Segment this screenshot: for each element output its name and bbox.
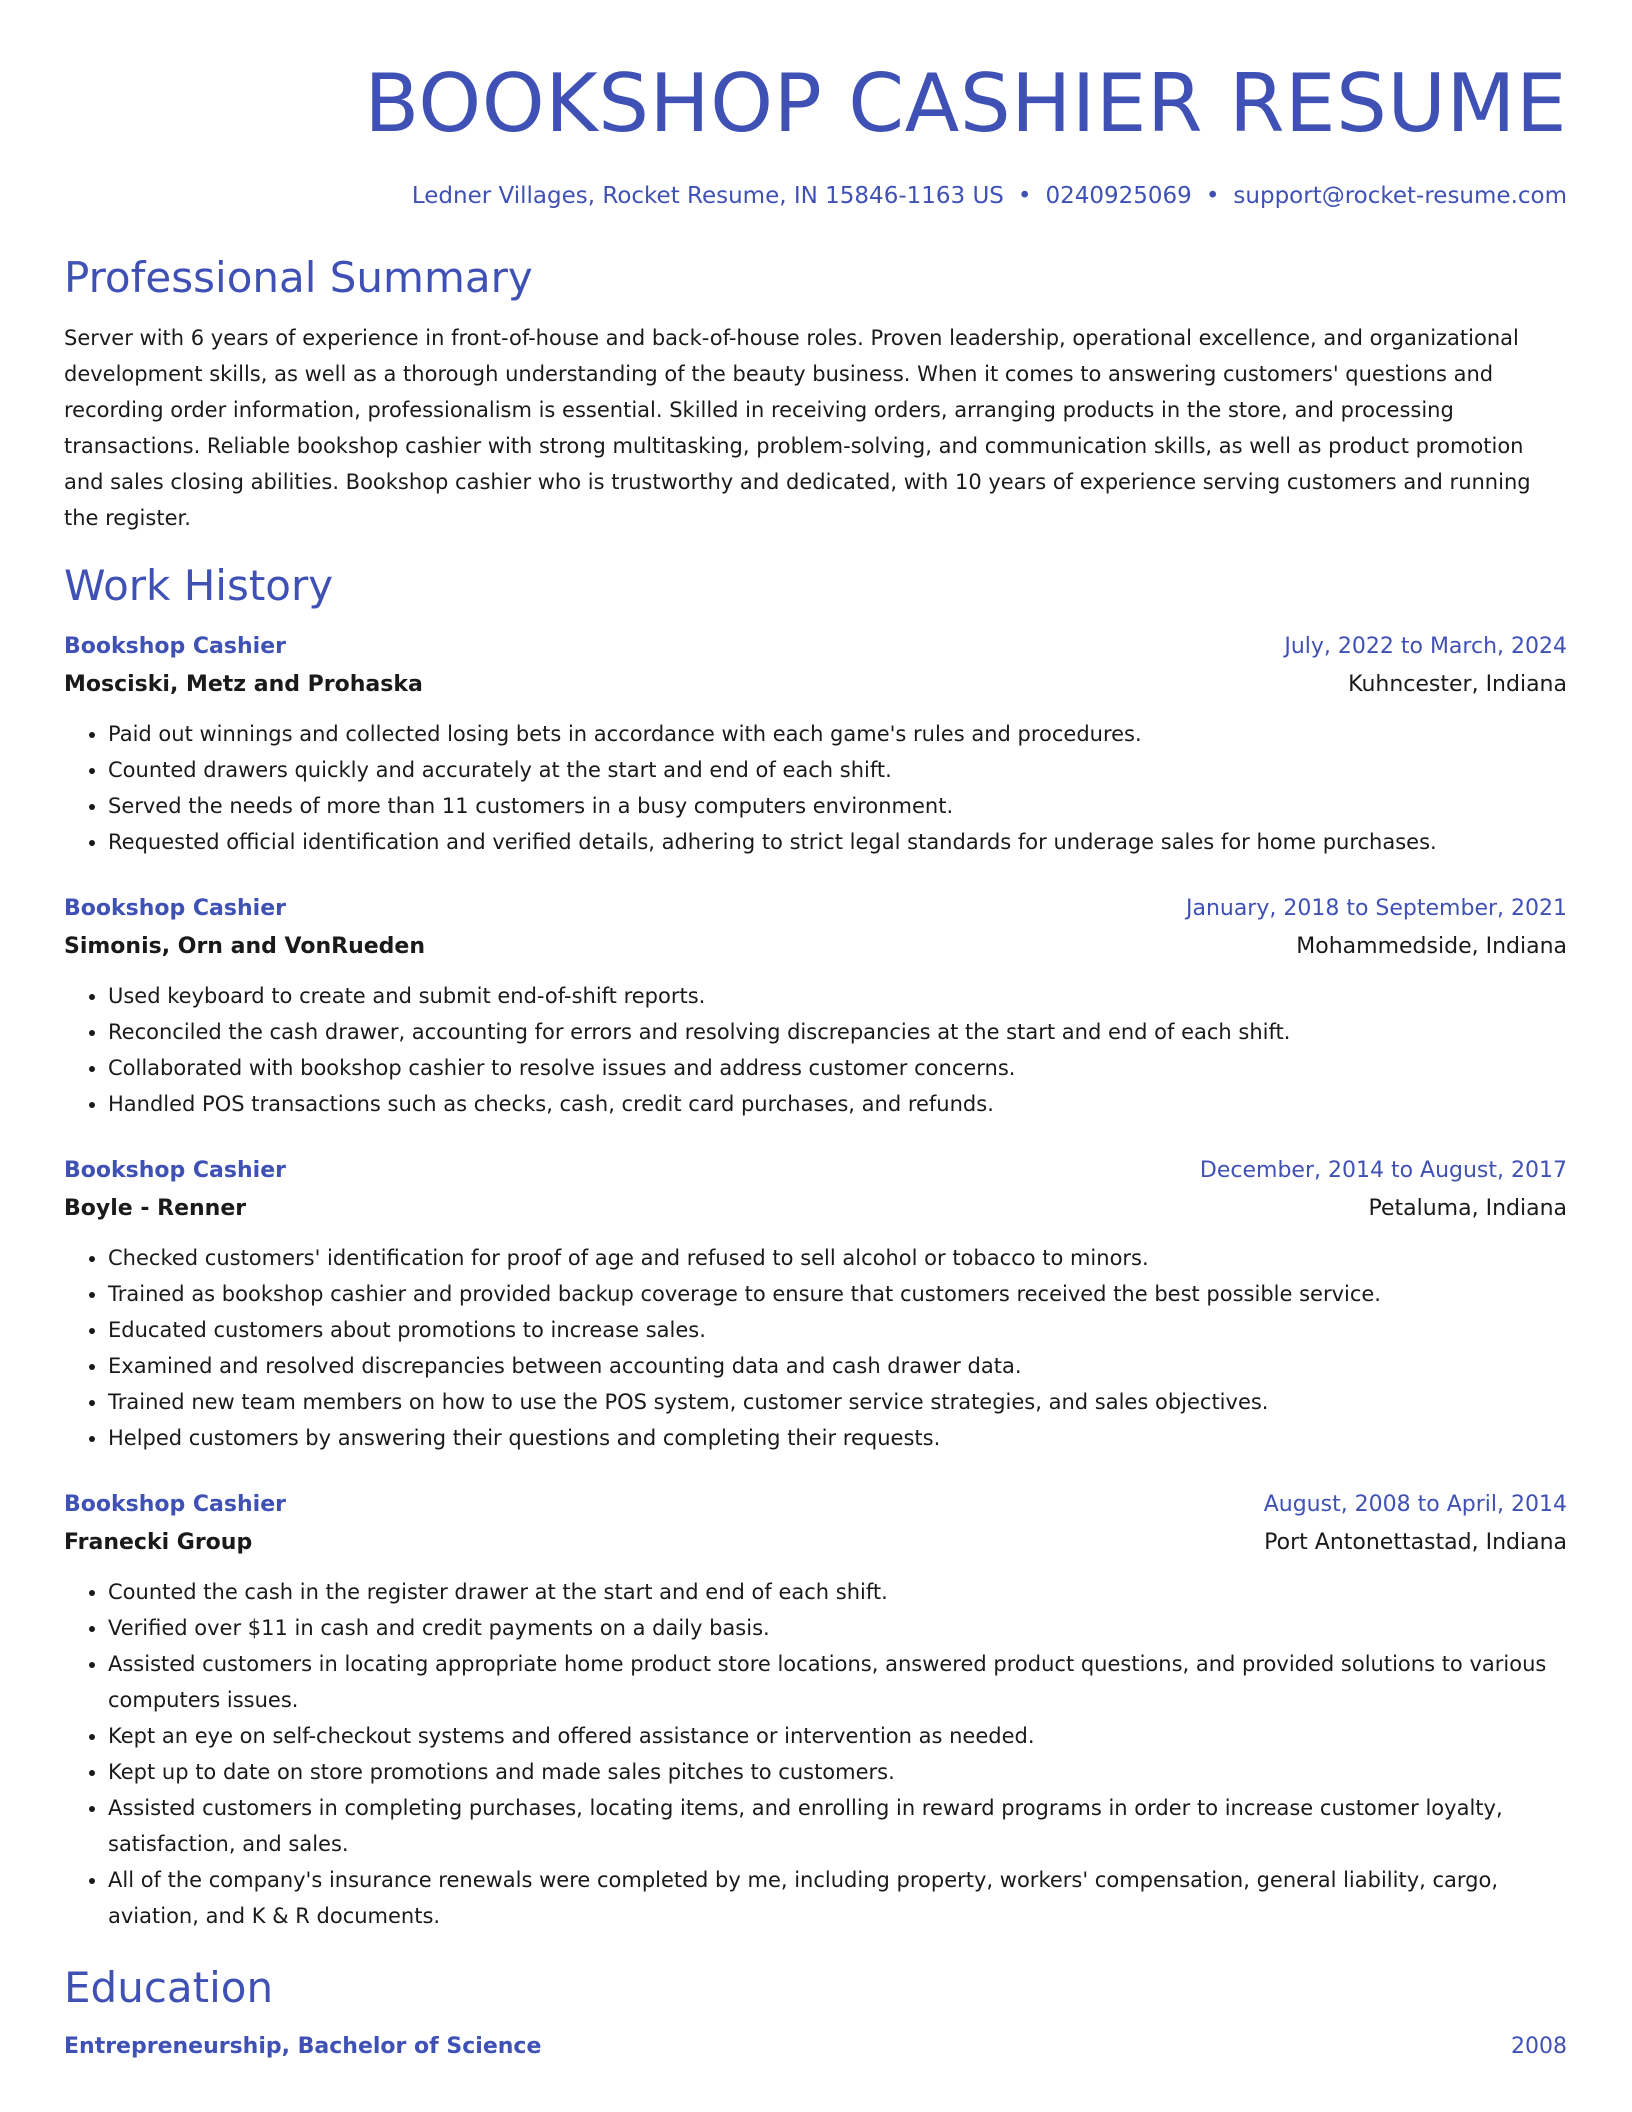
resume-title: BOOKSHOP CASHIER RESUME (364, 57, 1567, 150)
job-title-row (64, 1486, 1567, 1524)
job-company: Boyle - Renner (64, 1196, 247, 1221)
job-company-row (64, 1190, 1567, 1228)
job-company: Simonis, Orn and VonRueden (64, 934, 425, 959)
job-title-row (64, 628, 1567, 666)
job-bullet: • Served the needs of more than 11 customers in a busy computers environment. (108, 788, 1567, 824)
job-company-row (64, 928, 1567, 966)
contact-phone[interactable]: 0240925069 (1045, 183, 1192, 209)
education-degree: Entrepreneurship, Bachelor of Science (64, 2034, 542, 2059)
job-location: Petaluma, Indiana (1368, 1196, 1567, 1221)
job-bullet: • Handled POS transactions such as checks, cash, credit card purchases, and refunds. (108, 1086, 1567, 1122)
job-company: Franecki Group (64, 1530, 253, 1555)
resume-page (64, 0, 1567, 2066)
job-title: Bookshop Cashier (64, 896, 286, 921)
job-entry (64, 1152, 1567, 1456)
job-bullet: • Counted the cash in the register drawer at the start and end of each shift. (108, 1574, 1567, 1610)
job-company-row (64, 1524, 1567, 1562)
job-bullet-list (64, 716, 1567, 860)
contact-email[interactable]: support@rocket-resume.com (1233, 183, 1567, 209)
job-location: Port Antonettastad, Indiana (1264, 1530, 1567, 1555)
job-bullet-list (64, 1240, 1567, 1456)
job-title-row (64, 1152, 1567, 1190)
work-history-list (64, 628, 1567, 1934)
contact-line (64, 180, 1567, 212)
job-bullet: • Kept up to date on store promotions and made sales pitches to customers. (108, 1754, 1567, 1790)
contact-address: Ledner Villages, Rocket Resume, IN 15846-1163 US (411, 183, 1004, 209)
education-entry (64, 2028, 1567, 2066)
job-location: Kuhncester, Indiana (1348, 672, 1567, 697)
education-heading: Education (64, 1963, 274, 2012)
summary-text: Server with 6 years of experience in front-of-house and back-of-house roles. Proven leadership, operational excellence, and organizational development skills, as well as a thorough understanding of the beauty business. When it comes to answering customers' questions and recording order information, professionalism is essential. Skilled in receiving orders, arranging products in the store, and processing transactions. Reliable bookshop cashier with strong multitasking, problem-solving, and communication skills, as well as product promotion and sales closing abilities. Bookshop cashier who is trustworthy and dedicated, with 10 years of experience serving customers and running the register. (64, 326, 1531, 530)
job-bullet: • Collaborated with bookshop cashier to resolve issues and address customer concerns. (108, 1050, 1567, 1086)
job-bullet: • Assisted customers in locating appropriate home product store locations, answered product questions, and provided solutions to various computers issues. (108, 1646, 1567, 1718)
job-bullet: • Trained new team members on how to use the POS system, customer service strategies, and sales objectives. (108, 1384, 1567, 1420)
job-bullet: • Requested official identification and verified details, adhering to strict legal standards for underage sales for home purchases. (108, 824, 1567, 860)
job-bullet: • Helped customers by answering their questions and completing their requests. (108, 1420, 1567, 1456)
job-title: Bookshop Cashier (64, 634, 286, 659)
job-bullet: • Counted drawers quickly and accurately at the start and end of each shift. (108, 752, 1567, 788)
job-entry (64, 628, 1567, 860)
job-dates: December, 2014 to August, 2017 (1199, 1158, 1567, 1183)
contact-separator: • (1017, 183, 1032, 209)
summary-heading: Professional Summary (64, 253, 533, 302)
education-year: 2008 (1511, 2034, 1567, 2059)
job-title: Bookshop Cashier (64, 1158, 286, 1183)
job-bullet: • Assisted customers in completing purchases, locating items, and enrolling in reward programs in order to increase customer loyalty, satisfaction, and sales. (108, 1790, 1567, 1862)
job-bullet-list (64, 1574, 1567, 1934)
job-bullet-list (64, 978, 1567, 1122)
job-entry (64, 1486, 1567, 1934)
job-bullet: • Verified over $11 in cash and credit payments on a daily basis. (108, 1610, 1567, 1646)
job-dates: July, 2022 to March, 2024 (1284, 634, 1567, 659)
job-title: Bookshop Cashier (64, 1492, 286, 1517)
contact-separator: • (1205, 183, 1220, 209)
job-bullet: • Kept an eye on self-checkout systems and offered assistance or intervention as needed. (108, 1718, 1567, 1754)
job-bullet: • Examined and resolved discrepancies between accounting data and cash drawer data. (108, 1348, 1567, 1384)
job-company: Mosciski, Metz and Prohaska (64, 672, 423, 697)
job-bullet: • Trained as bookshop cashier and provided backup coverage to ensure that customers received the best possible service. (108, 1276, 1567, 1312)
job-company-row (64, 666, 1567, 704)
job-entry (64, 890, 1567, 1122)
job-bullet: • All of the company's insurance renewals were completed by me, including property, workers' compensation, general liability, cargo, aviation, and K & R documents. (108, 1862, 1567, 1934)
job-dates: January, 2018 to September, 2021 (1185, 896, 1567, 921)
job-dates: August, 2008 to April, 2014 (1263, 1492, 1567, 1517)
work-history-heading: Work History (64, 561, 334, 610)
job-bullet: • Reconciled the cash drawer, accounting for errors and resolving discrepancies at the start and end of each shift. (108, 1014, 1567, 1050)
job-bullet: • Educated customers about promotions to increase sales. (108, 1312, 1567, 1348)
job-location: Mohammedside, Indiana (1296, 934, 1567, 959)
job-title-row (64, 890, 1567, 928)
job-bullet: • Checked customers' identification for proof of age and refused to sell alcohol or tobacco to minors. (108, 1240, 1567, 1276)
job-bullet: • Paid out winnings and collected losing bets in accordance with each game's rules and procedures. (108, 716, 1567, 752)
job-bullet: • Used keyboard to create and submit end-of-shift reports. (108, 978, 1567, 1014)
